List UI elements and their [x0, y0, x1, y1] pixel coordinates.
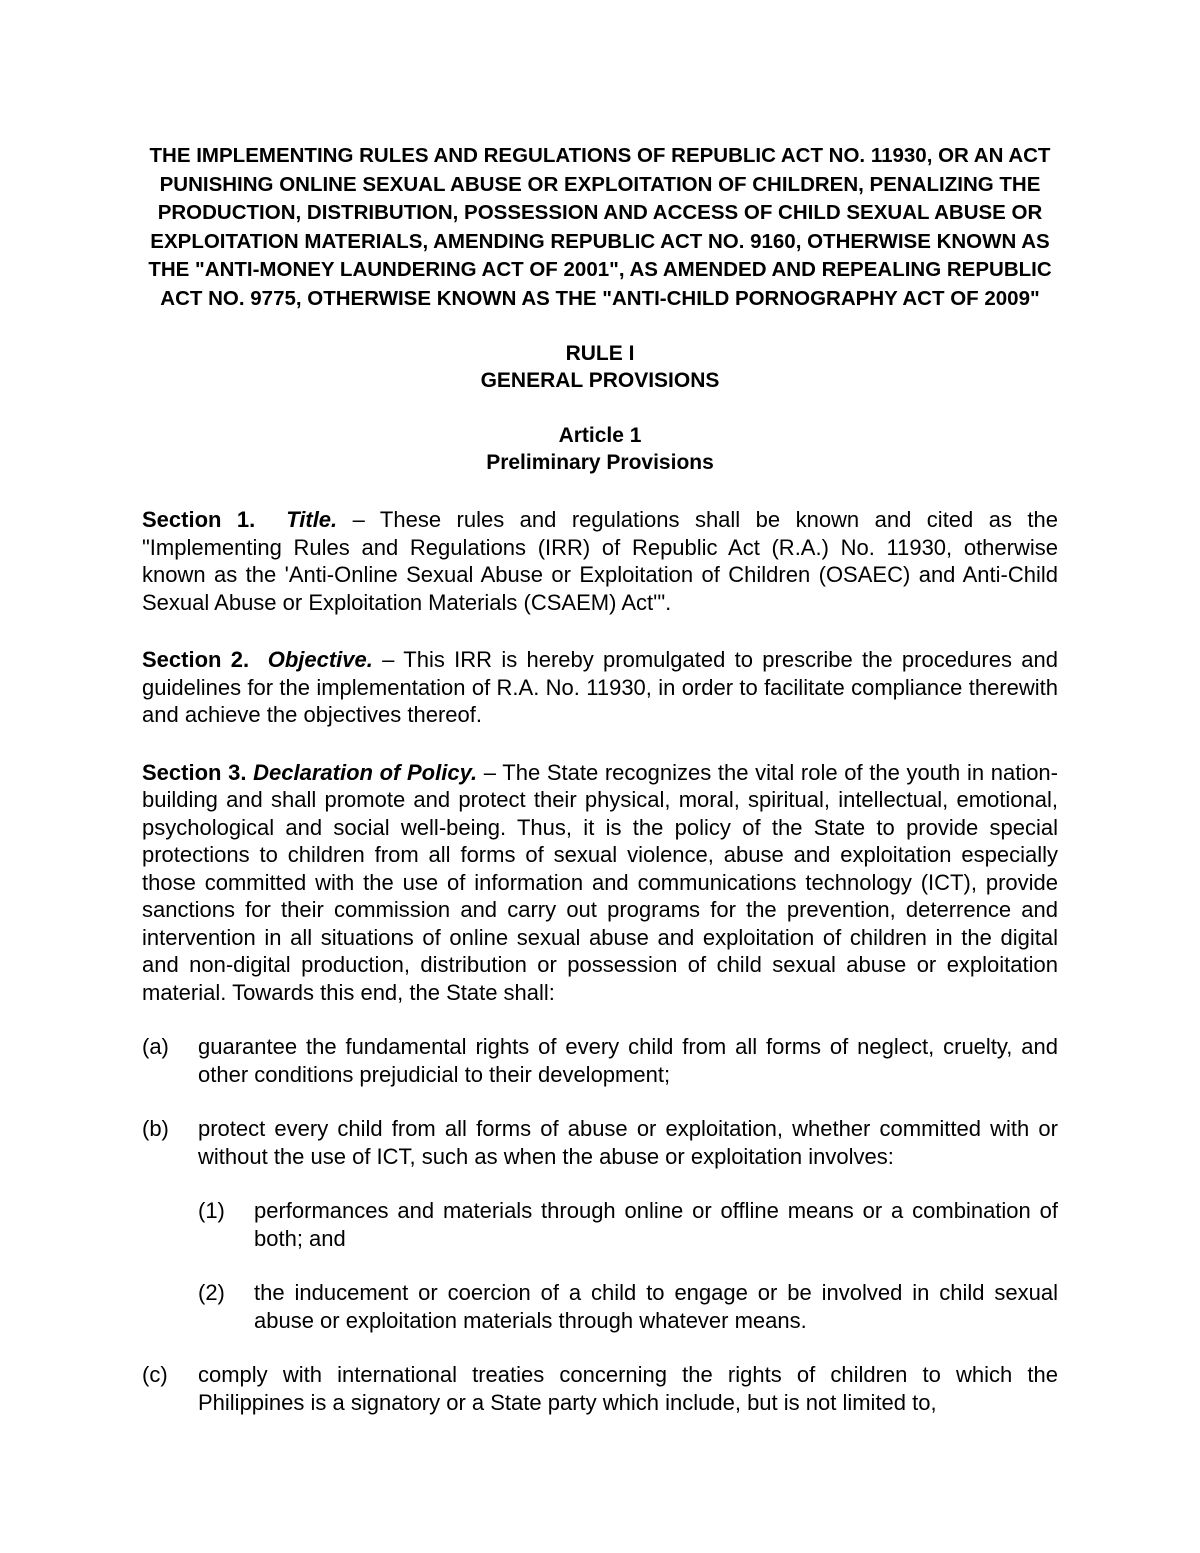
rule-heading — [142, 340, 1058, 394]
list-item — [142, 1361, 1058, 1416]
document-title: THE IMPLEMENTING RULES AND REGULATIONS OF REPUBLIC ACT NO. 11930, OR AN ACT PUNISHING ONLINE SEXUAL ABUSE OR EXPLOITATION OF CHILDREN, PENALIZING THE PRODUCTION, DISTRIBUTION, POSSESSION AND ACCESS OF CHILD SEXUAL ABUSE OR EXPLOITATION MATERIALS, AMENDING REPUBLIC ACT NO. 9160, OTHERWISE KNOWN AS THE "ANTI-MONEY LAUNDERING ACT OF 2001", AS AMENDED AND REPEALING REPUBLIC ACT NO. 9775, OTHERWISE KNOWN AS THE "ANTI-CHILD PORNOGRAPHY ACT OF 2009" — [148, 144, 1052, 310]
rule-name: GENERAL PROVISIONS — [480, 369, 720, 392]
section-label: Section 1. — [142, 507, 256, 532]
section-1 — [142, 506, 1058, 616]
list-item-text: guarantee the fundamental rights of every child from all forms of neglect, cruelty, and other conditions prejudicial to their development; — [198, 1034, 1058, 1087]
section-text: – The State recognizes the vital role of the youth in nation-building and shall promote and protect their physical, moral, spiritual, intellectual, emotional, psychological and social well-being. Thus, it is the policy of the State to provide special protections to children from all forms of sexual violence, abuse and exploitation especially those committed with the use of information and communications technology (ICT), provide sanctions for their commission and carry out programs for the prevention, deterrence and intervention in all situations of online sexual abuse and exploitation of children in the digital and non-digital production, distribution or possession of child sexual abuse or exploitation material. Towards this end, the State shall: — [142, 759, 1058, 1005]
section-name: Declaration of Policy. — [253, 759, 478, 785]
list-item-text: comply with international treaties concerning the rights of children to which the Philippines is a signatory or a State party which include, but is not limited to, — [198, 1362, 1058, 1415]
list-item-label: (a) — [142, 1034, 169, 1059]
sublist-item-label: (1) — [198, 1198, 225, 1223]
section-text: – These rules and regulations shall be known and cited as the "Implementing Rules and Regulations (IRR) of Republic Act (R.A.) No. 11930, otherwise known as the 'Anti-Online Sexual Abuse or Exploitation of Children (OSAEC) and Anti-Child Sexual Abuse or Exploitation Materials (CSAEM) Act'". — [142, 507, 1059, 615]
list-item — [142, 1033, 1058, 1088]
list-item — [142, 1115, 1058, 1170]
section-name: Objective. — [267, 647, 373, 672]
list-item-label: (c) — [142, 1362, 168, 1387]
list-item-label: (b) — [142, 1116, 169, 1141]
article-heading — [142, 422, 1058, 476]
section-name: Title. — [286, 507, 338, 532]
article-name: Preliminary Provisions — [486, 451, 714, 474]
section-3 — [142, 759, 1058, 1007]
sublist-item-label: (2) — [198, 1280, 225, 1305]
sublist-item — [198, 1279, 1058, 1334]
sublist-item-text: the inducement or coercion of a child to engage or be involved in child sexual abuse or exploitation materials through whatever means. — [254, 1280, 1058, 1333]
section-label: Section 2. — [142, 647, 250, 672]
section-2 — [142, 646, 1058, 729]
policy-sublist — [142, 1197, 1058, 1334]
section-text: – This IRR is hereby promulgated to prescribe the procedures and guidelines for the implementation of R.A. No. 11930, in order to facilitate compliance therewith and achieve the objectives thereof. — [142, 647, 1058, 727]
document-content — [142, 142, 1058, 1416]
sublist-item — [198, 1197, 1058, 1252]
article-number: Article 1 — [558, 424, 642, 447]
sublist-item-text: performances and materials through online or offline means or a combination of both; and — [254, 1198, 1058, 1251]
section-label: Section 3. — [142, 759, 247, 785]
list-item-text: protect every child from all forms of abuse or exploitation, whether committed with or without the use of ICT, such as when the abuse or exploitation involves: — [198, 1116, 1058, 1169]
rule-number: RULE I — [565, 342, 635, 365]
policy-list — [142, 1033, 1058, 1416]
